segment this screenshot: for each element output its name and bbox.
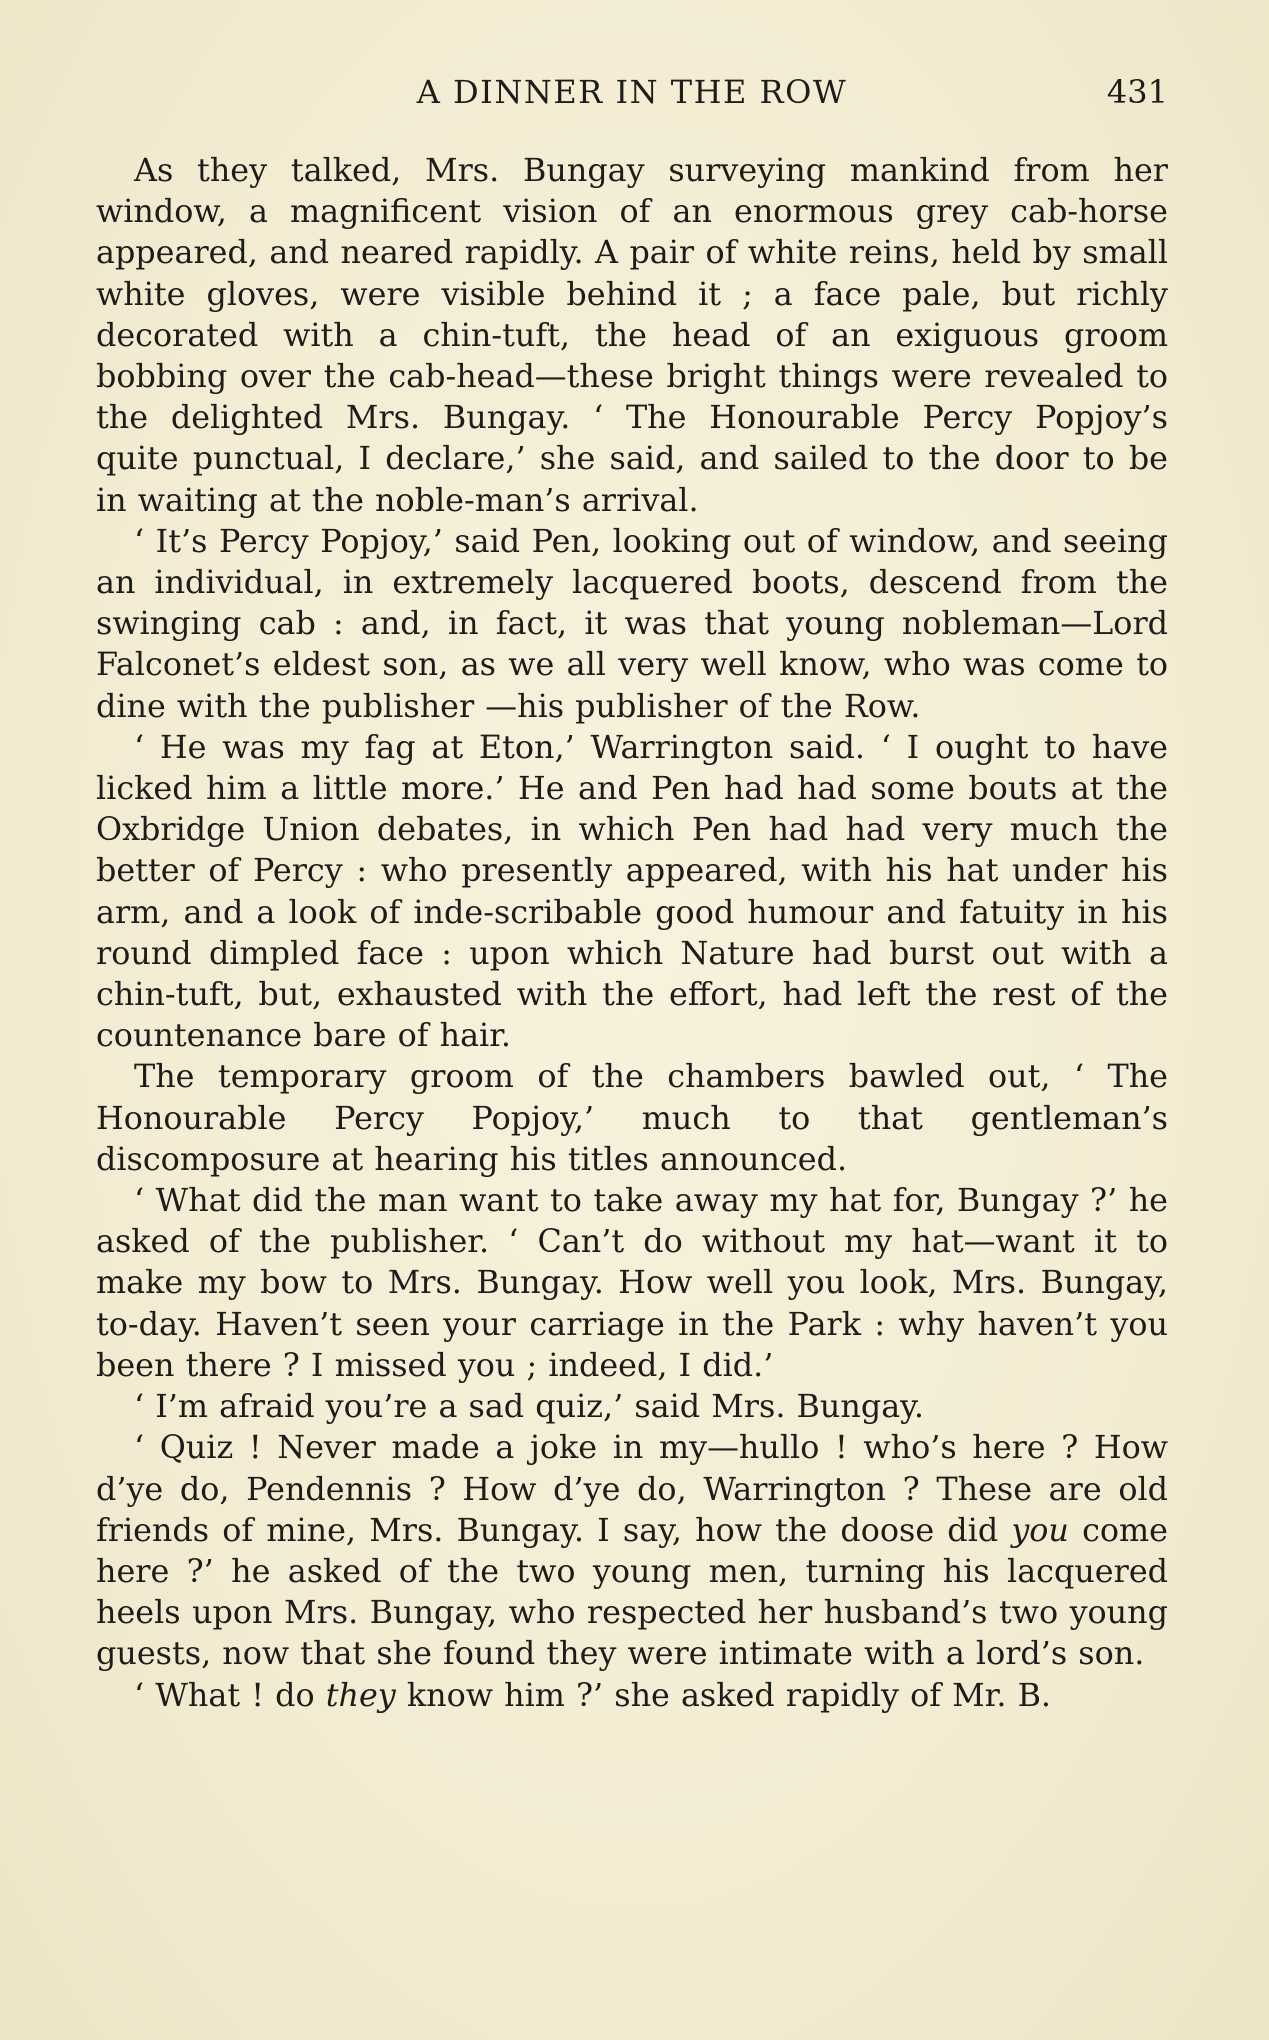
- page-number: 431: [1106, 73, 1168, 111]
- paragraph: ‘ What did the man want to take away my hat for, Bungay ?’ he asked of the publisher. ‘ Can’t do without my hat—want it to make my bow to Mrs. Bungay. How well you look, Mrs. Bungay, to-day. Haven’t seen your carriage in the Park : why haven’t you been there ? I missed you ; indeed, I did.’: [96, 1182, 1168, 1384]
- italic-word: they: [325, 1676, 396, 1714]
- body-text: [96, 150, 1168, 1716]
- paragraph-text: come here ?’ he asked of the two young men, turning his lacquered heels upon Mrs. Bungay, who respected her husband’s two young guests, now that she found they were intimate with a lord’s son.: [96, 1511, 1168, 1673]
- paragraph: [96, 1427, 1168, 1674]
- paragraph-text: ‘ What ! do: [134, 1676, 326, 1714]
- running-head: A DINNER IN THE ROW: [416, 73, 848, 111]
- paragraph-text: know him ?’ she asked rapidly of Mr. B.: [395, 1676, 1052, 1714]
- paragraph: As they talked, Mrs. Bungay surveying mankind from her window, a magnificent vision of an enormous grey cab-horse appeared, and neared rapidly. A pair of white reins, held by small white gloves, were visible behind it ; a face pale, but richly decorated with a chin-tuft, the head of an exiguous groom bobbing over the cab-head—these bright things were revealed to the delighted Mrs. Bungay. ‘ The Honourable Percy Popjoy’s quite punctual, I declare,’ she said, and sailed to the door to be in waiting at the noble-man’s arrival.: [96, 152, 1168, 519]
- paragraph: ‘ It’s Percy Popjoy,’ said Pen, looking out of window, and seeing an individual, in extremely lacquered boots, descend from the swinging cab : and, in fact, it was that young nobleman—Lord Falconet’s eldest son, as we all very well know, who was come to dine with the publisher —his publisher of the Row.: [96, 522, 1168, 725]
- paragraph: The temporary groom of the chambers bawled out, ‘ The Honourable Percy Popjoy,’ much to that gentleman’s discomposure at hearing his titles announced.: [96, 1058, 1168, 1178]
- paragraph-text: ‘ Quiz ! Never made a joke in my—hullo ! who’s here ? How d’ye do, Pendennis ? How d’ye do, Warrington ? These are old friends of mine, Mrs. Bungay. I say, how the doose did: [96, 1429, 1168, 1549]
- paragraph: ‘ He was my fag at Eton,’ Warrington said. ‘ I ought to have licked him a little more.’ He and Pen had had some bouts at the Oxbridge Union debates, in which Pen had had very much the better of Percy : who presently appeared, with his hat under his arm, and a look of inde-scribable good humour and fatuity in his round dimpled face : upon which Nature had burst out with a chin-tuft, but, exhausted with the effort, had left the rest of the countenance bare of hair.: [96, 728, 1168, 1055]
- paragraph: ‘ I’m afraid you’re a sad quiz,’ said Mrs. Bungay.: [134, 1388, 925, 1426]
- page-header: [96, 70, 1168, 114]
- italic-word: you: [1011, 1511, 1069, 1549]
- paragraph: [96, 1675, 1168, 1716]
